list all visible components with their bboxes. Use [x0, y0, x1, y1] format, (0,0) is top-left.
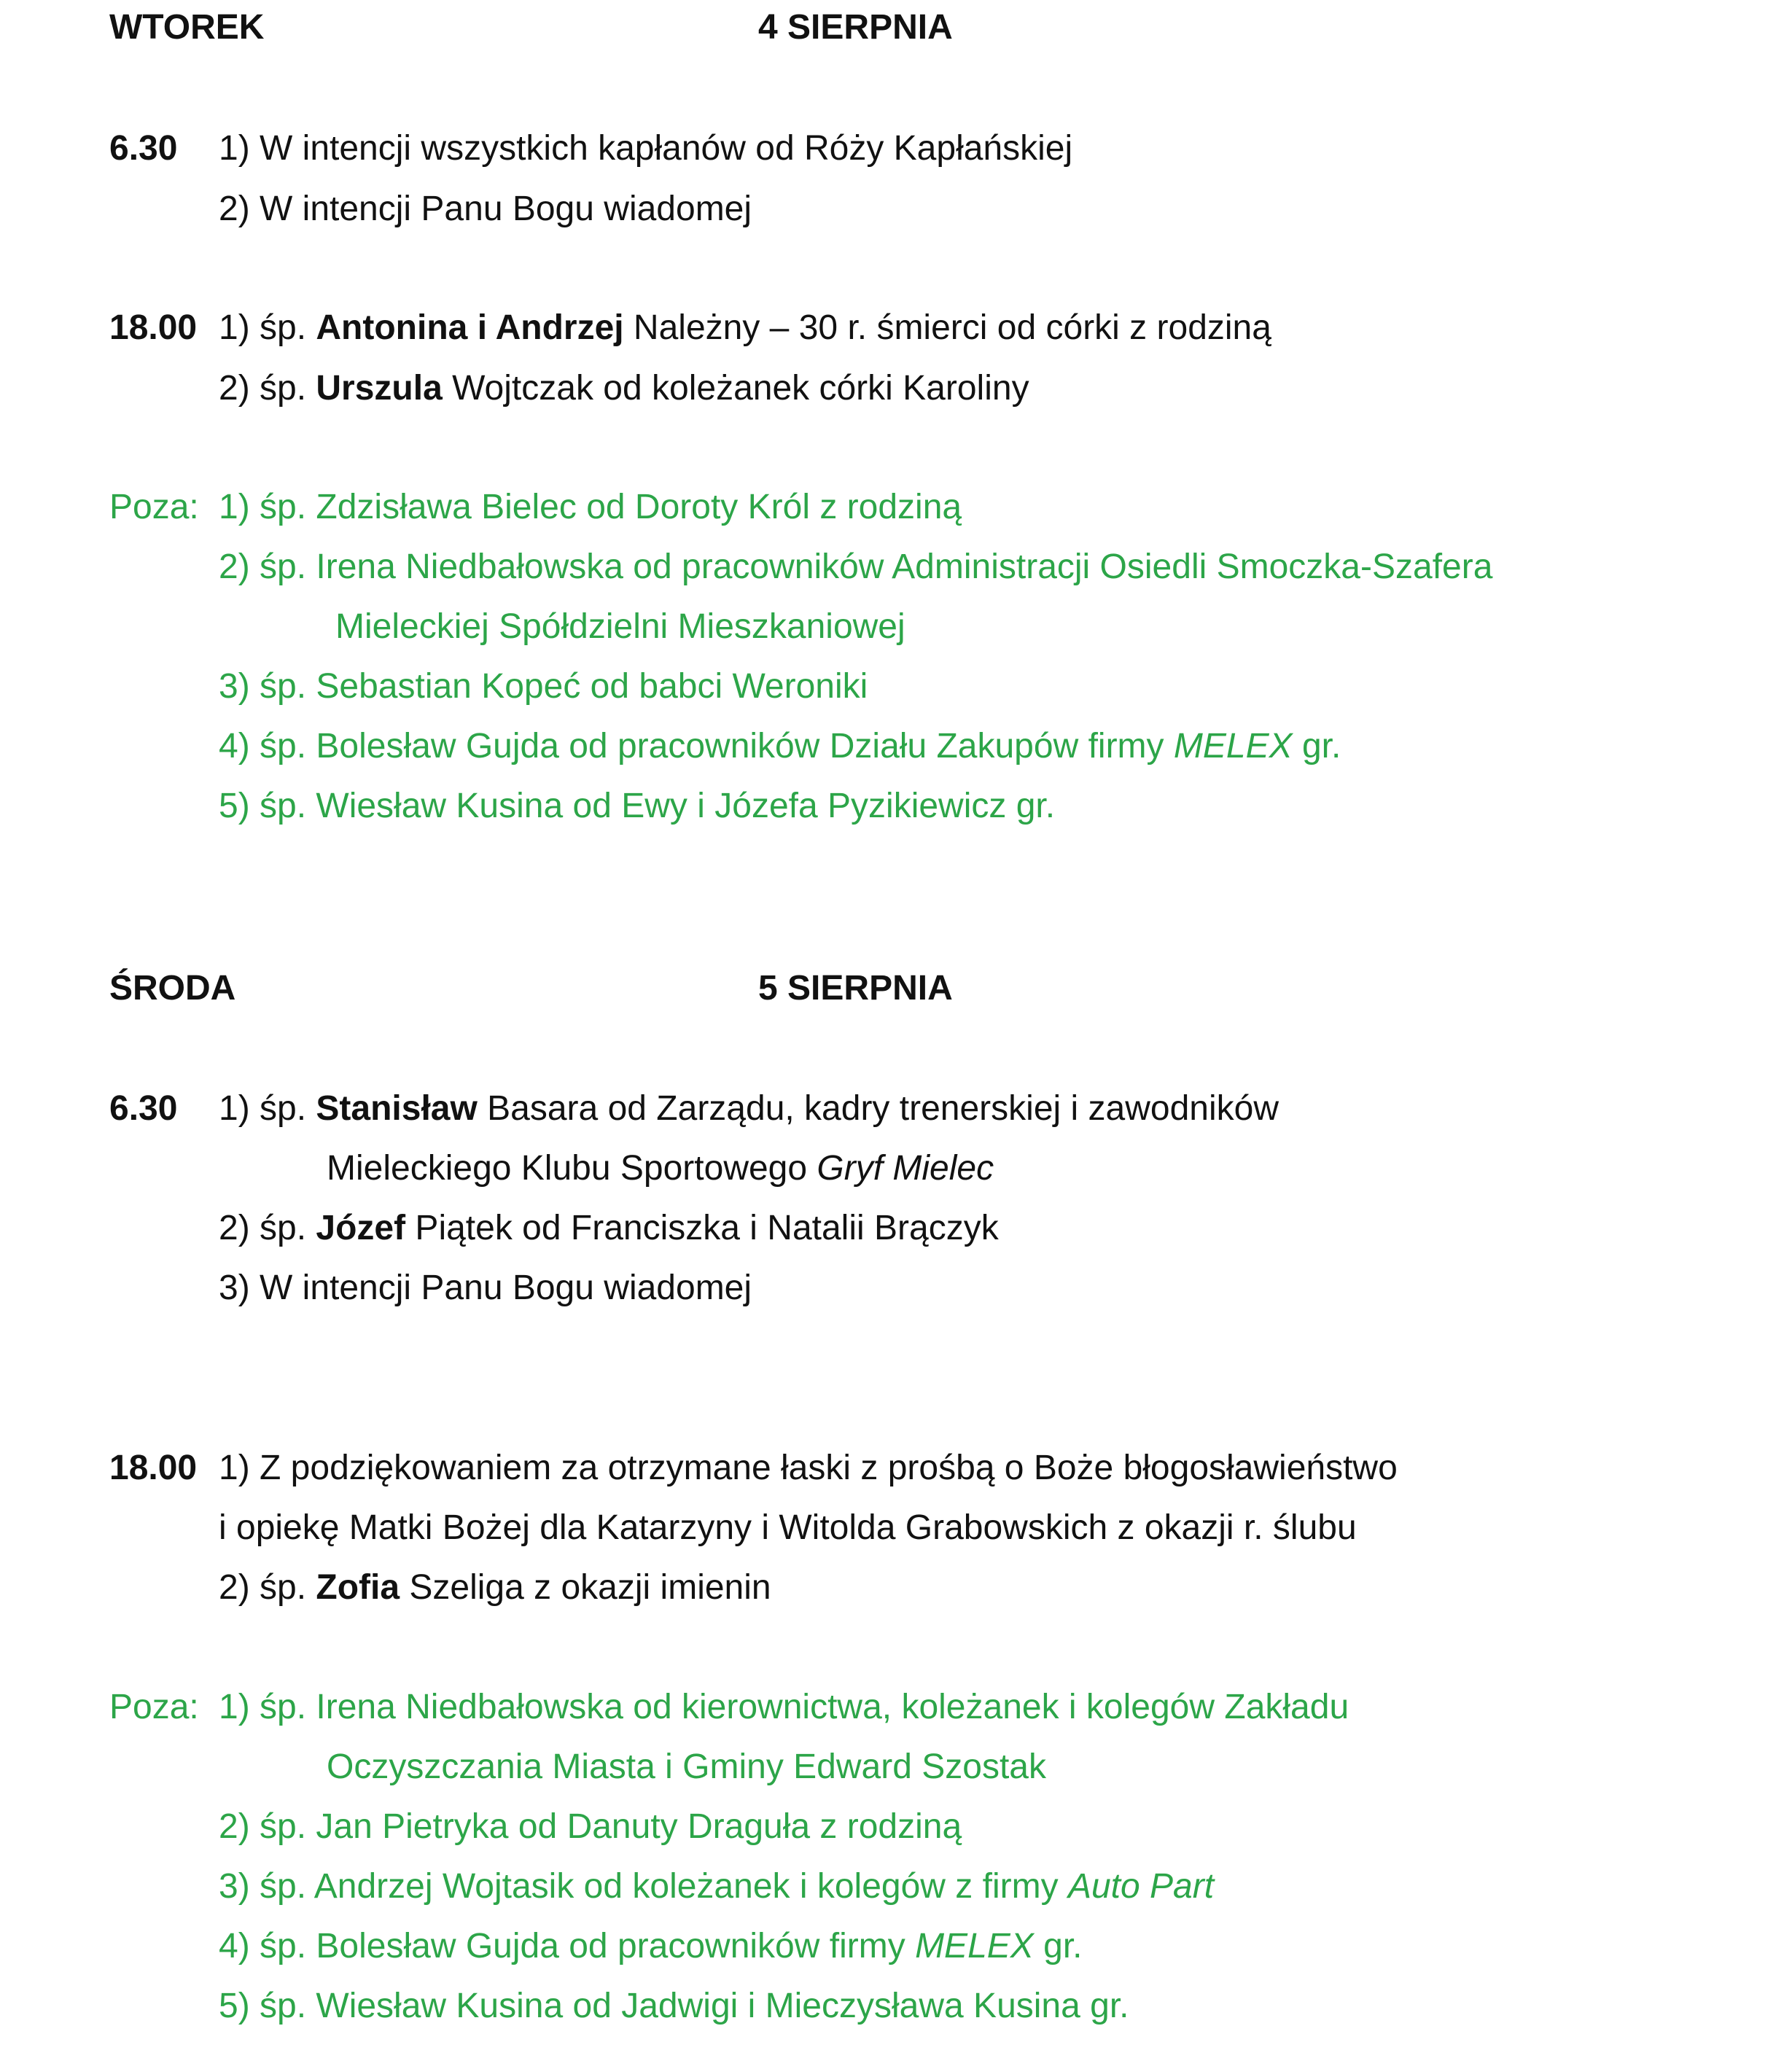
poza-line: 3) śp. Sebastian Kopeć od babci Weroniki	[219, 667, 868, 706]
intention-line	[219, 308, 1271, 347]
club-name: Gryf Mielec	[817, 1149, 994, 1188]
company-name: MELEX	[1173, 727, 1293, 765]
day-date: 4 SIERPNIA	[758, 8, 953, 47]
poza-text: 4) śp. Bolesław Gujda od pracowników firmy	[219, 1927, 916, 1965]
poza-text: 4) śp. Bolesław Gujda od pracowników Działu Zakupów firmy	[219, 727, 1174, 765]
intention-text: Basara od Zarządu, kadry trenerskiej i zawodników	[477, 1089, 1279, 1128]
poza-label: Poza:	[109, 1688, 199, 1726]
intention-line: 3) W intencji Panu Bogu wiadomej	[219, 1269, 752, 1307]
poza-line: 2) śp. Irena Niedbałowska od pracowników Administracji Osiedli Smoczka-Szafera	[219, 548, 1493, 586]
intention-prefix: 2) śp.	[219, 1209, 316, 1247]
poza-label: Poza:	[109, 488, 199, 526]
intention-text: Wojtczak od koleżanek córki Karoliny	[442, 369, 1029, 408]
company-name: MELEX	[915, 1927, 1034, 1965]
poza-text: gr.	[1033, 1927, 1083, 1965]
intention-name: Antonina i Andrzej	[316, 308, 624, 347]
mass-time: 6.30	[109, 1089, 178, 1128]
day-name: ŚRODA	[109, 969, 236, 1008]
intention-name: Urszula	[316, 369, 443, 408]
intention-line: 1) W intencji wszystkich kapłanów od Róży Kapłańskiej	[219, 129, 1073, 168]
poza-line: 2) śp. Jan Pietryka od Danuty Draguła z rodziną	[219, 1807, 962, 1846]
day-date: 5 SIERPNIA	[758, 969, 953, 1008]
intention-line-continuation	[327, 1151, 994, 1186]
intention-line	[219, 1570, 771, 1605]
mass-time: 18.00	[109, 1449, 198, 1487]
poza-line-continuation: Oczyszczania Miasta i Gminy Edward Szostak	[327, 1747, 1046, 1786]
intention-prefix: 1) śp.	[219, 1089, 316, 1128]
poza-line: 5) śp. Wiesław Kusina od Jadwigi i Mieczysława Kusina gr.	[219, 1987, 1129, 2025]
intention-name: Zofia	[316, 1568, 400, 1607]
intention-line: 2) W intencji Panu Bogu wiadomej	[219, 190, 752, 228]
mass-time: 6.30	[109, 129, 178, 168]
poza-text: gr.	[1292, 727, 1341, 765]
poza-line-continuation: Mieleckiej Spółdzielni Mieszkaniowej	[335, 607, 905, 646]
poza-line	[219, 729, 1341, 764]
intention-name: Józef	[316, 1209, 406, 1247]
intention-line	[219, 371, 1029, 406]
poza-line	[219, 1929, 1083, 1964]
intention-line-continuation: i opiekę Matki Bożej dla Katarzyny i Witolda Grabowskich z okazji r. ślubu	[219, 1508, 1357, 1547]
intention-prefix: 2) śp.	[219, 1568, 316, 1607]
poza-line	[219, 1869, 1214, 1904]
intention-text: Szeliga z okazji imienin	[400, 1568, 771, 1607]
intention-prefix: 1) śp.	[219, 308, 316, 347]
poza-text: 3) śp. Andrzej Wojtasik od koleżanek i kolegów z firmy	[219, 1867, 1068, 1906]
intention-line	[219, 1211, 999, 1246]
company-name: Auto Part	[1067, 1867, 1215, 1906]
poza-line: 5) śp. Wiesław Kusina od Ewy i Józefa Pyzikiewicz gr.	[219, 787, 1056, 825]
intention-line: 1) Z podziękowaniem za otrzymane łaski z prośbą o Boże błogosławieństwo	[219, 1449, 1398, 1487]
intention-name: Stanisław	[316, 1089, 478, 1128]
poza-line: 1) śp. Zdzisława Bielec od Doroty Król z rodziną	[219, 488, 962, 526]
intention-text: Mieleckiego Klubu Sportowego	[327, 1149, 817, 1188]
poza-line: 1) śp. Irena Niedbałowska od kierownictwa, koleżanek i kolegów Zakładu	[219, 1688, 1349, 1726]
day-name: WTOREK	[109, 8, 265, 47]
intention-text: Należny – 30 r. śmierci od córki z rodziną	[623, 308, 1271, 347]
intention-text: Piątek od Franciszka i Natalii Brączyk	[405, 1209, 999, 1247]
intention-prefix: 2) śp.	[219, 369, 316, 408]
mass-time: 18.00	[109, 308, 198, 347]
intention-line	[219, 1091, 1279, 1126]
